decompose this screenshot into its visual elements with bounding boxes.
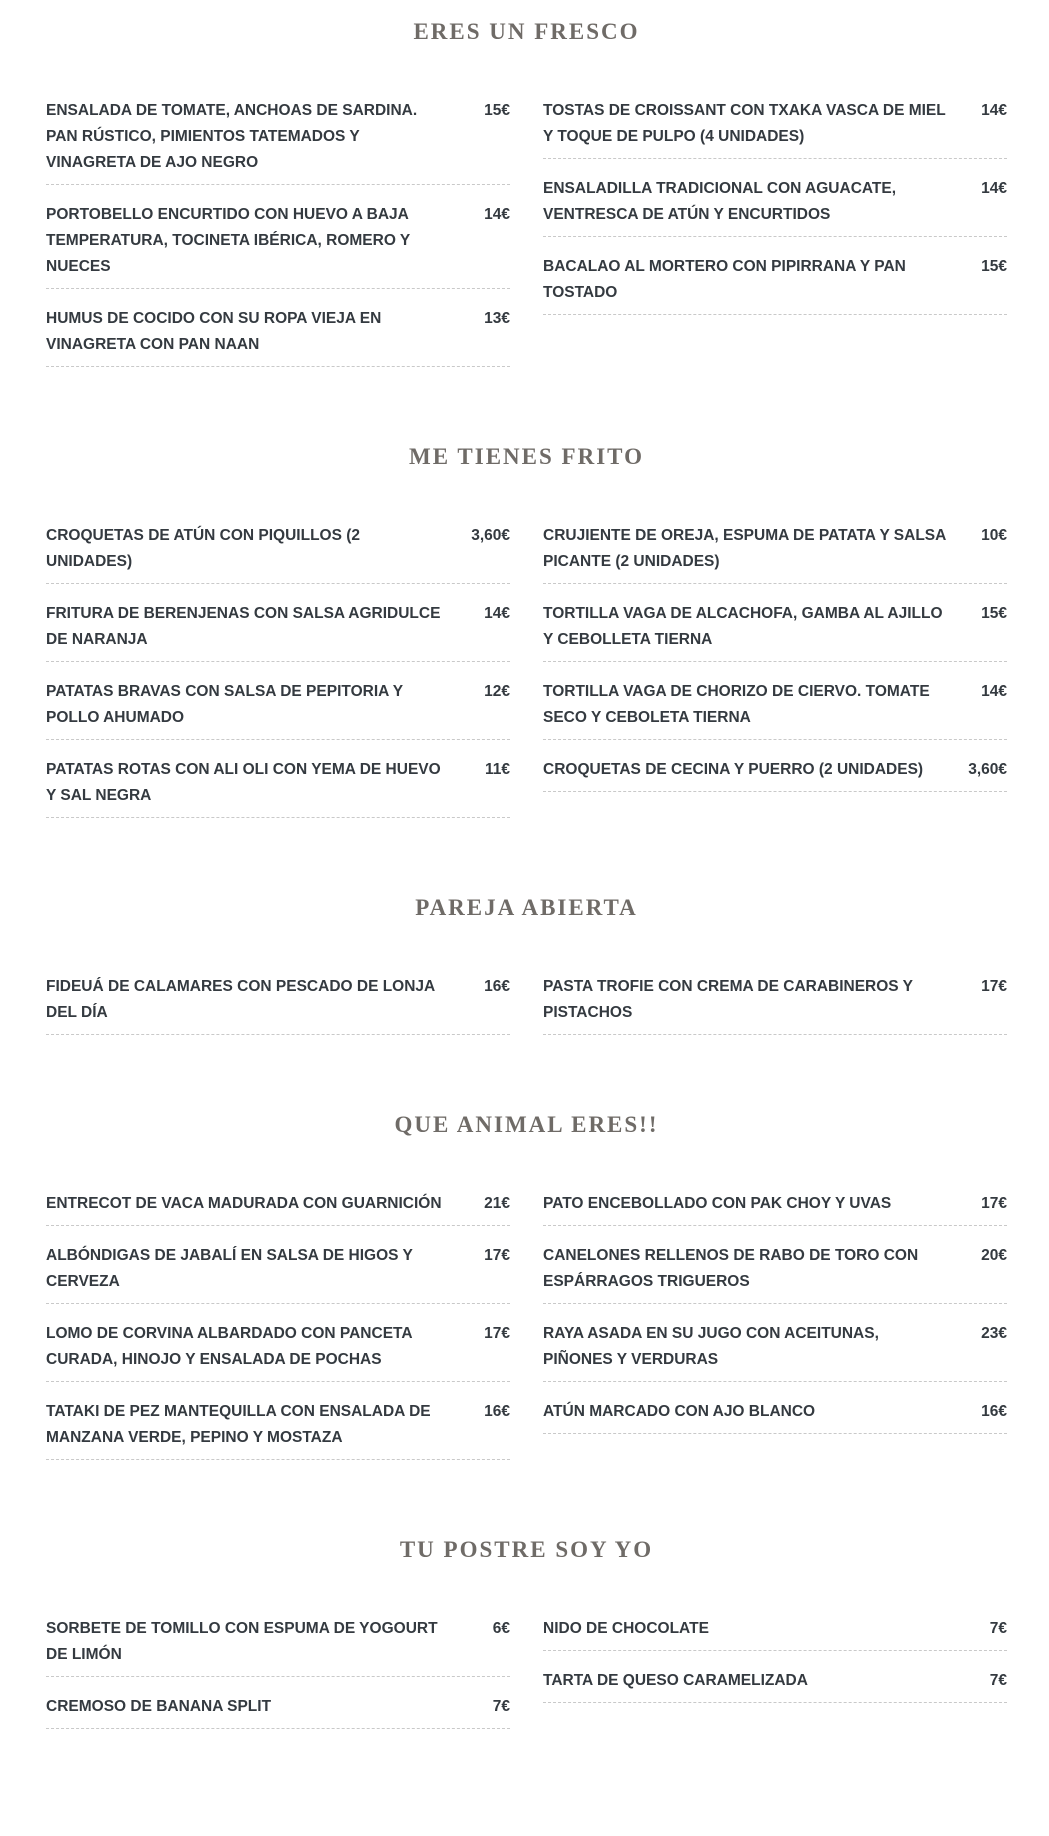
menu-item-name: CROQUETAS DE CECINA Y PUERRO (2 UNIDADES)	[543, 761, 924, 778]
menu-item-name: HUMUS DE COCIDO CON SU ROPA VIEJA EN VINAGRETA CON PAN NAAN	[46, 310, 382, 353]
menu-item-price: 3,60€	[471, 527, 510, 544]
menu-item	[543, 254, 1007, 315]
menu-item	[46, 1616, 510, 1677]
menu-item	[46, 1191, 510, 1226]
menu-column	[543, 1191, 1007, 1434]
menu-item	[543, 974, 1007, 1035]
menu-item	[46, 306, 510, 367]
menu-section	[46, 1536, 1007, 1729]
menu-item-price: 16€	[484, 978, 510, 995]
menu-item-price: 14€	[484, 605, 510, 622]
menu-section	[46, 1111, 1007, 1460]
menu-item-name: CRUJIENTE DE OREJA, ESPUMA DE PATATA Y SALSA PICANTE (2 UNIDADES)	[543, 527, 946, 570]
menu-item-price: 21€	[484, 1195, 510, 1212]
menu-item-price: 7€	[989, 1620, 1007, 1637]
menu-item-name: TORTILLA VAGA DE ALCACHOFA, GAMBA AL AJILLO Y CEBOLLETA TIERNA	[543, 605, 943, 648]
section-columns	[46, 523, 1007, 818]
menu-item-name: CREMOSO DE BANANA SPLIT	[46, 1698, 272, 1715]
menu-item-price: 15€	[981, 605, 1007, 622]
menu-item	[543, 757, 1007, 792]
menu-item	[543, 1243, 1007, 1304]
menu-item-name: BACALAO AL MORTERO CON PIPIRRANA Y PAN TOSTADO	[543, 258, 906, 301]
menu-item-name: ENSALADILLA TRADICIONAL CON AGUACATE, VENTRESCA DE ATÚN Y ENCURTIDOS	[543, 180, 897, 223]
menu-item-name: TOSTAS DE CROISSANT CON TXAKA VASCA DE MIEL Y TOQUE DE PULPO (4 UNIDADES)	[543, 102, 946, 145]
menu-item-price: 16€	[981, 1403, 1007, 1420]
menu-column	[543, 974, 1007, 1035]
section-title: PAREJA ABIERTA	[415, 895, 638, 920]
menu-item-price: 7€	[989, 1672, 1007, 1689]
menu-item-price: 17€	[484, 1247, 510, 1264]
menu-item-name: TORTILLA VAGA DE CHORIZO DE CIERVO. TOMATE SECO Y CEBOLETA TIERNA	[543, 683, 930, 726]
menu-item-name: PATATAS ROTAS CON ALI OLI CON YEMA DE HUEVO Y SAL NEGRA	[46, 761, 441, 804]
menu-item-price: 3,60€	[968, 761, 1007, 778]
menu-item-price: 10€	[981, 527, 1007, 544]
section-title: QUE ANIMAL ERES!!	[394, 1112, 659, 1137]
menu-item-name: FIDEUÁ DE CALAMARES CON PESCADO DE LONJA DEL DÍA	[46, 978, 435, 1021]
menu-item	[46, 1321, 510, 1382]
menu-item	[543, 98, 1007, 159]
section-columns	[46, 1616, 1007, 1729]
section-title: ME TIENES FRITO	[409, 444, 644, 469]
menu-item-name: ALBÓNDIGAS DE JABALÍ EN SALSA DE HIGOS Y CERVEZA	[46, 1247, 413, 1290]
menu-item	[46, 679, 510, 740]
menu-item	[543, 679, 1007, 740]
menu-column	[46, 523, 510, 818]
menu-item	[46, 98, 510, 185]
menu-item-price: 23€	[981, 1325, 1007, 1342]
section-title: TU POSTRE SOY YO	[399, 1537, 654, 1562]
menu-item-price: 14€	[981, 102, 1007, 119]
menu-item	[543, 1616, 1007, 1651]
menu-item-price: 15€	[484, 102, 510, 119]
menu-item-price: 7€	[492, 1698, 510, 1715]
menu-item-price: 6€	[492, 1620, 510, 1637]
menu-item-name: PASTA TROFIE CON CREMA DE CARABINEROS Y PISTACHOS	[543, 978, 913, 1021]
menu-item-name: PORTOBELLO ENCURTIDO CON HUEVO A BAJA TEMPERATURA, TOCINETA IBÉRICA, ROMERO Y NUECES	[46, 206, 410, 275]
menu-item-name: LOMO DE CORVINA ALBARDADO CON PANCETA CURADA, HINOJO Y ENSALADA DE POCHAS	[46, 1325, 412, 1368]
menu-column	[543, 98, 1007, 315]
menu-item	[46, 1243, 510, 1304]
menu-item-name: SORBETE DE TOMILLO CON ESPUMA DE YOGOURT DE LIMÓN	[46, 1620, 438, 1663]
menu-item-price: 17€	[981, 1195, 1007, 1212]
menu-item-price: 14€	[981, 180, 1007, 197]
menu-item-price: 14€	[484, 206, 510, 223]
menu-item-name: ENTRECOT DE VACA MADURADA CON GUARNICIÓN	[46, 1195, 442, 1212]
menu-item	[46, 523, 510, 584]
menu-item-name: PATATAS BRAVAS CON SALSA DE PEPITORIA Y POLLO AHUMADO	[46, 683, 403, 726]
menu-item	[543, 1668, 1007, 1703]
menu-column	[46, 1616, 510, 1729]
menu-item-price: 20€	[981, 1247, 1007, 1264]
menu-item-price: 15€	[981, 258, 1007, 275]
menu-column	[46, 98, 510, 367]
menu-item-price: 17€	[981, 978, 1007, 995]
menu-item-name: ATÚN MARCADO CON AJO BLANCO	[543, 1403, 816, 1420]
menu-item	[543, 176, 1007, 237]
menu-item-name: ENSALADA DE TOMATE, ANCHOAS DE SARDINA. PAN RÚSTICO, PIMIENTOS TATEMADOS Y VINAGRETA DE AJO NEGRO	[46, 102, 418, 171]
menu-column	[543, 523, 1007, 792]
menu-item	[543, 1399, 1007, 1434]
menu-item-name: RAYA ASADA EN SU JUGO CON ACEITUNAS, PIÑONES Y VERDURAS	[543, 1325, 879, 1368]
menu-item	[543, 1191, 1007, 1226]
menu-item-name: FRITURA DE BERENJENAS CON SALSA AGRIDULCE DE NARANJA	[46, 605, 441, 648]
menu-item	[543, 601, 1007, 662]
menu-item-name: PATO ENCEBOLLADO CON PAK CHOY Y UVAS	[543, 1195, 892, 1212]
menu-item	[46, 1694, 510, 1729]
menu-item	[46, 974, 510, 1035]
menu-item	[46, 757, 510, 818]
menu-item-name: CANELONES RELLENOS DE RABO DE TORO CON ESPÁRRAGOS TRIGUEROS	[543, 1247, 919, 1290]
menu-item-price: 17€	[484, 1325, 510, 1342]
menu-section	[46, 18, 1007, 367]
menu-section	[46, 443, 1007, 818]
menu-section	[46, 894, 1007, 1035]
menu-item	[543, 523, 1007, 584]
menu-item	[46, 1399, 510, 1460]
menu-column	[46, 974, 510, 1035]
menu-item	[46, 202, 510, 289]
section-columns	[46, 1191, 1007, 1460]
menu-item-price: 16€	[484, 1403, 510, 1420]
menu-item	[46, 601, 510, 662]
section-title: ERES UN FRESCO	[413, 19, 640, 44]
menu-item-price: 11€	[484, 761, 510, 778]
section-columns	[46, 98, 1007, 367]
menu-column	[543, 1616, 1007, 1703]
menu-item	[543, 1321, 1007, 1382]
menu-item-name: TARTA DE QUESO CARAMELIZADA	[543, 1672, 808, 1689]
menu-column	[46, 1191, 510, 1460]
menu-item-name: CROQUETAS DE ATÚN CON PIQUILLOS (2 UNIDADES)	[46, 527, 361, 570]
menu-item-price: 14€	[981, 683, 1007, 700]
menu-item-price: 12€	[484, 683, 510, 700]
menu-item-name: TATAKI DE PEZ MANTEQUILLA CON ENSALADA DE MANZANA VERDE, PEPINO Y MOSTAZA	[46, 1403, 431, 1446]
section-columns	[46, 974, 1007, 1035]
menu-item-name: NIDO DE CHOCOLATE	[543, 1620, 709, 1637]
menu-item-price: 13€	[484, 310, 510, 327]
